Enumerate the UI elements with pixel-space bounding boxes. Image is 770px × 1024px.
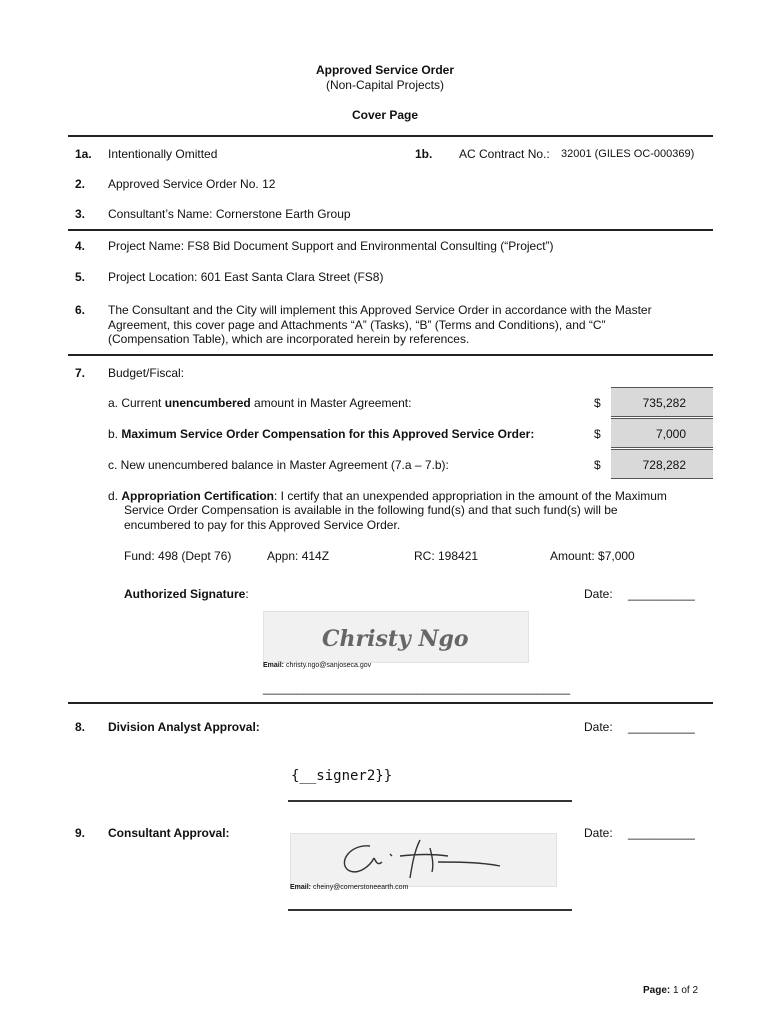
budget-line-a: a. Current unencumbered amount in Master Agreement:: [108, 396, 412, 410]
divider: [68, 229, 713, 231]
item-number: 1b.: [415, 147, 433, 161]
contract-no-label: AC Contract No.:: [459, 147, 550, 161]
signature-image: Christy Ngo: [322, 626, 469, 652]
implementation-text-line: Agreement, this cover page and Attachments “A” (Tasks), “B” (Terms and Conditions), and “C”: [108, 318, 606, 332]
item-number: 3.: [75, 207, 86, 221]
signer-placeholder[interactable]: {__signer2}}: [291, 768, 393, 784]
signer-email: Email: christy.ngo@sanjoseca.gov: [263, 662, 372, 669]
budget-line-c: c. New unencumbered balance in Master Agreement (7.a – 7.b):: [108, 458, 449, 472]
implementation-text-line: The Consultant and the City will implement this Approved Service Order in accordance with the Master: [108, 303, 652, 317]
date-field[interactable]: __________: [628, 826, 695, 840]
item-number: 5.: [75, 270, 86, 284]
max-compensation-amount: 7,000: [655, 427, 686, 441]
fund-field: Fund: 498 (Dept 76): [124, 549, 232, 563]
date-field[interactable]: __________: [628, 587, 695, 601]
date-field[interactable]: __________: [628, 720, 695, 734]
item-number: 9.: [75, 826, 86, 840]
consultant-approval-label: Consultant Approval:: [108, 826, 230, 840]
division-analyst-approval-label: Division Analyst Approval:: [108, 720, 260, 734]
signature-underline: ______________________________________________: [263, 681, 570, 695]
cover-page-heading: Cover Page: [351, 108, 419, 122]
date-label: Date:: [584, 826, 613, 840]
appropriation-line: d. Appropriation Certification: I certify that an unexpended appropriation in the amount of the Maximum: [108, 489, 667, 503]
item-number: 4.: [75, 239, 86, 253]
budget-heading: Budget/Fiscal:: [108, 366, 185, 380]
consultant-name: Consultant’s Name: Cornerstone Earth Group: [108, 207, 351, 221]
item-1a-text: Intentionally Omitted: [108, 147, 218, 161]
authorized-signature-label: Authorized Signature:: [124, 587, 249, 601]
project-name: Project Name: FS8 Bid Document Support and Environmental Consulting (“Project”): [108, 239, 554, 253]
page-indicator: Page: 1 of 2: [643, 985, 699, 996]
implementation-text-line: (Compensation Table), which are incorporated herein by references.: [108, 332, 470, 346]
appropriation-line: Service Order Compensation is available in the following fund(s) and that such fund(s) will be: [124, 503, 618, 517]
item-number: 6.: [75, 303, 86, 317]
service-order-number: Approved Service Order No. 12: [108, 177, 276, 191]
divider: [68, 702, 713, 704]
divider: [68, 135, 713, 137]
item-number: 8.: [75, 720, 86, 734]
signature-line: [288, 909, 572, 911]
appn-field: Appn: 414Z: [267, 549, 330, 563]
signature-line: [288, 800, 572, 802]
currency-symbol: $: [594, 427, 601, 441]
divider: [68, 354, 713, 356]
current-unencumbered-amount: 735,282: [642, 396, 686, 410]
item-number: 7.: [75, 366, 86, 380]
budget-line-b: b. Maximum Service Order Compensation for this Approved Service Order:: [108, 427, 535, 441]
date-label: Date:: [584, 587, 613, 601]
date-label: Date:: [584, 720, 613, 734]
currency-symbol: $: [594, 458, 601, 472]
document-title: Approved Service Order: [315, 63, 455, 77]
rc-field: RC: 198421: [414, 549, 479, 563]
amount-field: Amount: $7,000: [550, 549, 635, 563]
project-location: Project Location: 601 East Santa Clara Street (FS8): [108, 270, 384, 284]
contract-no-value: 32001 (GILES OC-000369): [561, 148, 695, 160]
currency-symbol: $: [594, 396, 601, 410]
item-number: 2.: [75, 177, 86, 191]
document-subtitle: (Non-Capital Projects): [325, 78, 445, 92]
new-balance-amount: 728,282: [642, 458, 686, 472]
item-number: 1a.: [75, 147, 92, 161]
consultant-signature-image: [330, 832, 510, 882]
consultant-email: Email: cheiny@cornerstoneearth.com: [290, 884, 409, 891]
appropriation-line: encumbered to pay for this Approved Service Order.: [124, 518, 401, 532]
